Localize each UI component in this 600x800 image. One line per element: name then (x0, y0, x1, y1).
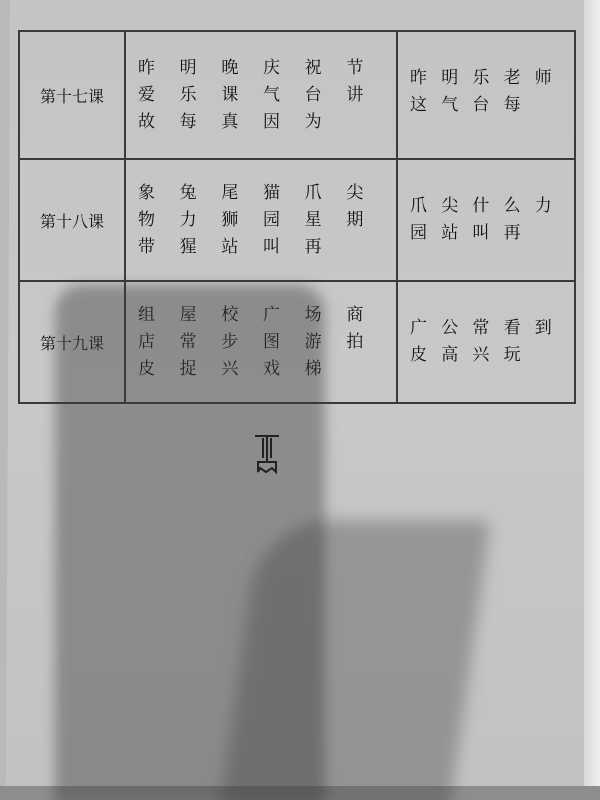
read-character: 图 (263, 331, 280, 352)
write-character: 站 (441, 223, 459, 243)
read-character: 故 (138, 111, 155, 132)
read-character: 屋 (179, 304, 197, 325)
write-character: 皮 (410, 345, 427, 365)
read-character: 戏 (263, 358, 280, 379)
read-character: 再 (304, 236, 322, 257)
write-characters (410, 38, 566, 118)
write-character: 气 (441, 95, 459, 115)
read-character: 广 (263, 304, 280, 325)
read-character: 猩 (179, 236, 197, 257)
read-character: 校 (221, 304, 239, 325)
write-character: 老 (503, 68, 521, 88)
write-character: 叫 (472, 223, 490, 243)
lesson-title: 第十八课 (19, 159, 125, 281)
read-character: 晚 (221, 57, 239, 78)
read-character: 组 (138, 304, 155, 325)
read-character: 因 (263, 111, 280, 132)
read-characters (138, 181, 388, 260)
read-character: 商 (346, 304, 364, 325)
write-character: 明 (441, 68, 459, 88)
read-characters (138, 56, 388, 135)
read-characters-cell (125, 159, 397, 281)
write-character: 昨 (410, 68, 427, 88)
lesson-title: 第十九课 (19, 281, 125, 403)
write-character: 高 (441, 345, 459, 365)
write-character: 师 (534, 68, 552, 88)
read-character: 园 (263, 209, 280, 230)
read-character: 尾 (221, 182, 239, 203)
read-character: 乐 (179, 84, 197, 105)
read-character: 爪 (304, 182, 322, 203)
write-character: 再 (503, 223, 521, 243)
write-character: 乐 (472, 68, 490, 88)
write-character: 这 (410, 95, 427, 115)
read-character: 真 (221, 111, 239, 132)
write-character: 园 (410, 223, 427, 243)
read-character: 步 (221, 331, 239, 352)
read-character: 象 (138, 182, 155, 203)
write-character: 尖 (441, 196, 459, 216)
arm-shadow (220, 520, 491, 800)
lesson-row (19, 159, 575, 281)
write-characters-cell (397, 31, 575, 159)
read-character: 气 (263, 84, 280, 105)
write-character: 兴 (472, 345, 490, 365)
read-character: 猫 (263, 182, 280, 203)
read-character: 讲 (346, 84, 364, 105)
read-character: 站 (221, 236, 239, 257)
write-character: 台 (472, 95, 490, 115)
read-character: 台 (304, 84, 322, 105)
read-character: 爱 (138, 84, 155, 105)
write-characters (410, 288, 566, 368)
read-character: 梯 (304, 358, 322, 379)
write-character: 玩 (503, 345, 521, 365)
read-character: 星 (304, 209, 322, 230)
write-character: 力 (534, 196, 552, 216)
write-character: 到 (534, 318, 552, 338)
read-character: 每 (179, 111, 197, 132)
read-character: 期 (346, 209, 364, 230)
read-character: 捉 (179, 358, 197, 379)
read-character: 力 (179, 209, 197, 230)
read-character: 拍 (346, 331, 364, 352)
read-character: 游 (304, 331, 322, 352)
write-character: 什 (472, 196, 490, 216)
read-character: 尖 (346, 182, 364, 203)
lesson-row (19, 31, 575, 159)
read-character: 叫 (263, 236, 280, 257)
read-characters-cell (125, 31, 397, 159)
write-character: 么 (503, 196, 521, 216)
write-character: 常 (472, 318, 490, 338)
lesson-title: 第十七课 (19, 31, 125, 159)
write-character: 每 (503, 95, 521, 115)
paper-edge (584, 0, 600, 800)
write-characters-cell (397, 159, 575, 281)
write-character: 爪 (410, 196, 427, 216)
read-character: 场 (304, 304, 322, 325)
read-character: 庆 (263, 57, 280, 78)
read-character: 店 (138, 331, 155, 352)
read-character: 祝 (304, 57, 322, 78)
read-character: 课 (221, 84, 239, 105)
write-character: 广 (410, 318, 427, 338)
read-character: 带 (138, 236, 155, 257)
read-character: 昨 (138, 57, 155, 78)
write-character: 公 (441, 318, 459, 338)
read-character: 明 (179, 57, 197, 78)
read-character: 兴 (221, 358, 239, 379)
read-character: 兔 (179, 182, 197, 203)
write-character: 看 (503, 318, 521, 338)
read-character: 狮 (221, 209, 239, 230)
read-character: 常 (179, 331, 197, 352)
write-characters-cell (397, 281, 575, 403)
write-characters (410, 166, 566, 246)
read-character: 物 (138, 209, 155, 230)
read-character: 节 (346, 57, 364, 78)
read-character: 为 (304, 111, 322, 132)
read-character: 皮 (138, 358, 155, 379)
